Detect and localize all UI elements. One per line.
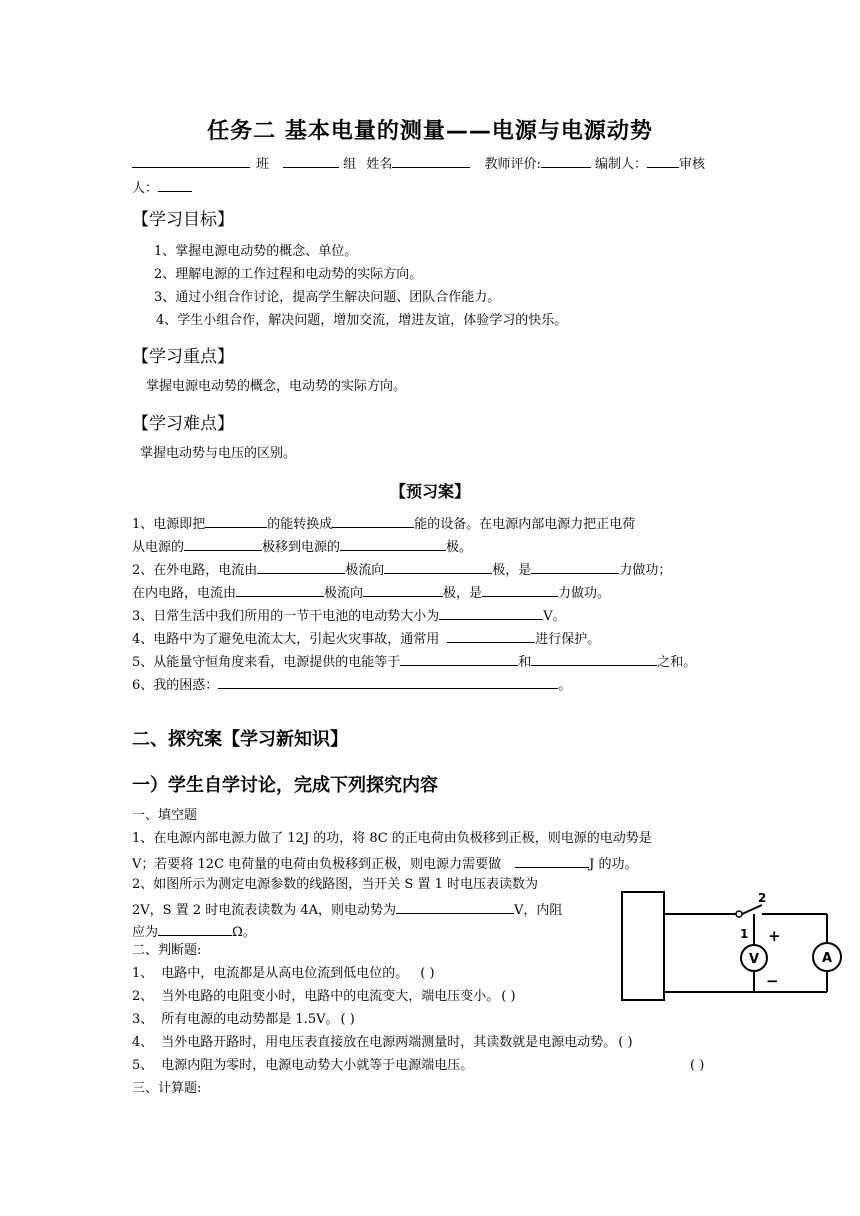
switch-blade xyxy=(742,905,762,914)
fill-q2-line3: 应为 Ω。 xyxy=(132,921,256,942)
reviewer-label: 审核 xyxy=(679,157,706,172)
difficulties-heading: 【学习难点】 xyxy=(132,414,234,434)
fill-q2-line1: 2、如图所示为测定电源参数的线路图，当开关 S 置 1 时电压表读数为 xyxy=(132,877,538,892)
fill-q1-line1: 1、在电源内部电源力做了 12J 的功，将 8C 的正电荷由负极移到正极，则电源的电动势是 xyxy=(132,831,652,846)
preview-heading: 【预习案】 xyxy=(389,482,470,501)
explore-subheading: 一）学生自学讨论，完成下列探究内容 xyxy=(132,775,438,796)
goals-heading: 【学习目标】 xyxy=(132,210,234,230)
key-points-heading: 【学习重点】 xyxy=(132,347,234,367)
ammeter-label: A xyxy=(821,951,833,966)
switch-contact xyxy=(736,911,742,917)
switch-position-1-label: 1 xyxy=(740,927,749,941)
judge-heading: 二、判断题: xyxy=(132,943,202,958)
circuit-diagram xyxy=(612,884,852,1012)
minus-label: − xyxy=(766,972,779,990)
judge-paren: ( ) xyxy=(690,1058,705,1073)
preview-q2-line1: 2、在外电路，电流由 极流向 极，是 力做功； xyxy=(132,559,671,580)
calc-heading: 三、计算题: xyxy=(132,1081,202,1096)
name-label: 姓名 xyxy=(366,157,393,172)
preview-q1-line2: 从电源的 极移到电源的 极。 xyxy=(132,536,472,557)
power-source-box xyxy=(622,892,664,1000)
switch-position-2-label: 2 xyxy=(758,891,767,905)
fill-heading: 一、填空题 xyxy=(132,808,198,823)
group-label: 组 xyxy=(343,157,357,172)
class-label: 班 xyxy=(256,157,270,172)
preview-q3: 3、日常生活中我们所用的一节干电池的电动势大小为 V。 xyxy=(132,605,566,626)
header-info-2: 人： xyxy=(132,177,192,198)
fill-q2-line2: 2V，S 置 2 时电流表读数为 4A，则电动势为 V，内阻 xyxy=(132,899,562,920)
teacher-eval-label: 教师评价: xyxy=(484,157,541,172)
page-title: 任务二 基本电量的测量——电源与电源动势 xyxy=(207,119,653,144)
judge-item: 4、 当外电路开路时，用电压表直接放在电源两端测量时，其读数就是电源电动势。 ( ) xyxy=(132,1035,633,1050)
fill-q1-line2: V；若要将 12C 电荷量的电荷由负极移到正极，则电源力需要做 J 的功。 xyxy=(132,853,638,874)
preview-q1-line1: 1、电源即把 的能转换成 能的设备。在电源内部电源力把正电荷 xyxy=(132,513,635,534)
key-points-text: 掌握电源电动势的概念，电动势的实际方向。 xyxy=(146,379,407,394)
header-info xyxy=(132,153,705,174)
explore-heading: 二、探究案【学习新知识】 xyxy=(132,729,348,750)
voltmeter-label: V xyxy=(748,952,760,967)
judge-item: 5、 电源内阻为零时，电源电动势大小就等于电源端电压。 xyxy=(132,1058,474,1073)
difficulties-text: 掌握电动势与电压的区别。 xyxy=(140,446,297,461)
preview-q4: 4、电路中为了避免电流太大，引起火灾事故，通常用 进行保护。 xyxy=(132,628,600,649)
judge-item: 3、 所有电源的电动势都是 1.5V。 ( ) xyxy=(132,1012,355,1027)
judge-item: 2、 当外电路的电阻变小时，电路中的电流变大，端电压变小。 ( ) xyxy=(132,989,516,1004)
plus-label: + xyxy=(768,927,781,945)
judge-item: 1、 电路中，电流都是从高电位流到低电位的。 ( ) xyxy=(132,966,435,981)
goal-item: 1、掌握电源电动势的概念、单位。 xyxy=(154,244,358,259)
preview-q5: 5、从能量守恒角度来看，电源提供的电能等于 和 之和。 xyxy=(132,651,696,672)
author-label: 编制人： xyxy=(595,157,648,172)
preview-q6: 6、我的困惑： 。 xyxy=(132,674,571,695)
goal-item: 2、理解电源的工作过程和电动势的实际方向。 xyxy=(154,267,423,282)
preview-q2-line2: 在内电路，电流由 极流向 极，是 力做功。 xyxy=(132,582,610,603)
goal-item: 3、通过小组合作讨论，提高学生解决问题、团队合作能力。 xyxy=(154,290,501,305)
goal-item: 4、学生小组合作，解决问题，增加交流，增进友谊，体验学习的快乐。 xyxy=(156,313,568,328)
